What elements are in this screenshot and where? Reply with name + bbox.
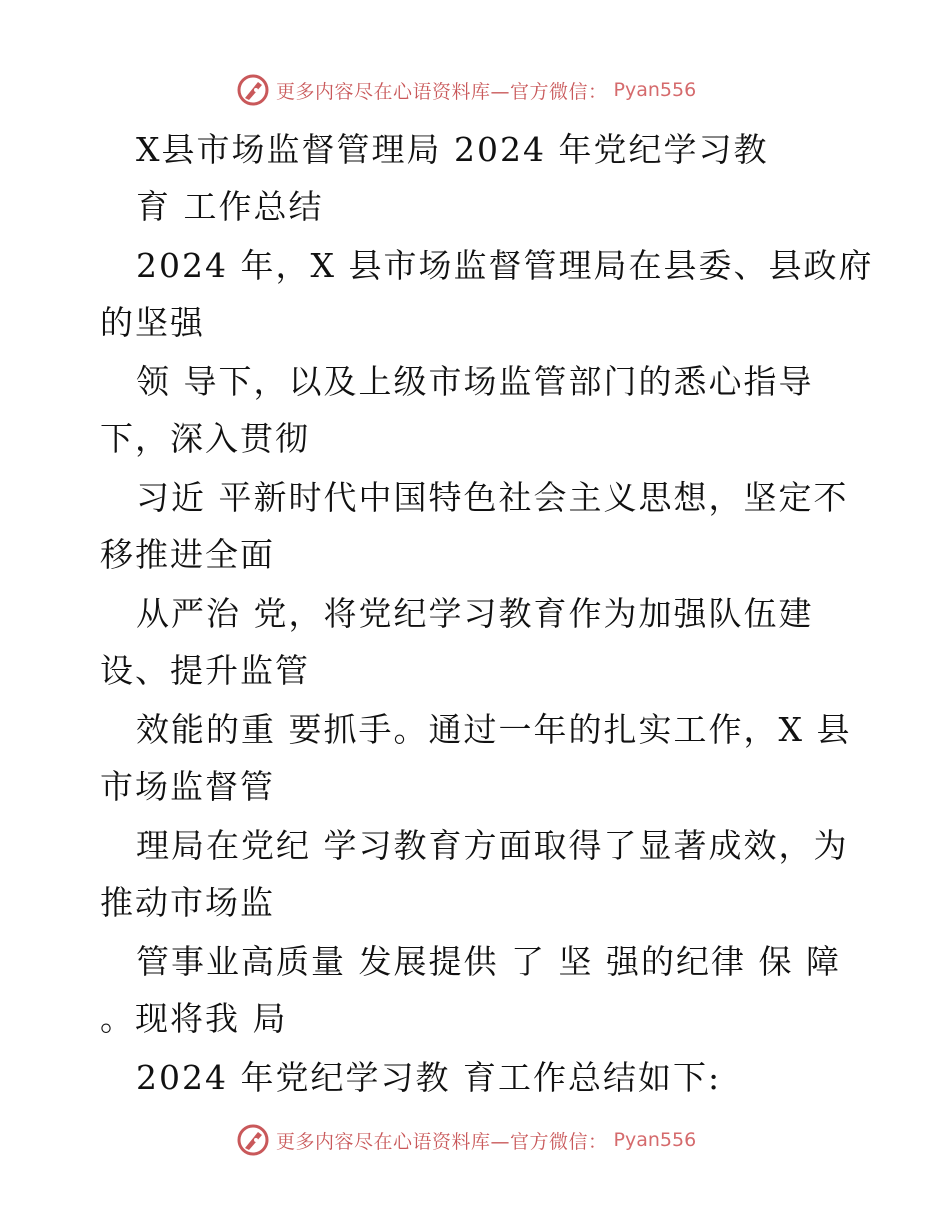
body-line: 市场监督管 bbox=[100, 767, 275, 806]
body-line: 效能的重 要抓手。通过一年的扎实工作，X 县 bbox=[136, 710, 852, 749]
title-line-1: X县市场监督管理局 2024 年党纪学习教 bbox=[136, 130, 769, 169]
pen-logo-icon bbox=[236, 1123, 270, 1157]
body-line: 管事业高质量 发展提供 了 坚 强的纪律 保 障 bbox=[136, 942, 841, 981]
body-line: 设、提升监管 bbox=[100, 651, 310, 690]
body-line: 理局在党纪 学习教育方面取得了显著成效，为 bbox=[136, 826, 849, 865]
body-line: 的坚强 bbox=[100, 303, 205, 342]
watermark-text: 更多内容尽在心语资料库—官方微信： bbox=[276, 80, 608, 103]
body-line: 从严治 党，将党纪学习教育作为加强队伍建 bbox=[136, 594, 814, 633]
watermark-footer bbox=[236, 1122, 696, 1158]
body-line: 领 导下，以及上级市场监管部门的悉心指导 bbox=[136, 362, 814, 401]
body-line: 移推进全面 bbox=[100, 535, 275, 574]
title-line-2: 育 工作总结 bbox=[136, 187, 324, 226]
watermark-contact: Pyan556 bbox=[613, 79, 697, 101]
body-line: 2024 年，X 县市场监督管理局在县委、县政府 bbox=[136, 246, 874, 285]
body-line: 下，深入贯彻 bbox=[100, 419, 310, 458]
body-line: 。现将我 局 bbox=[100, 999, 288, 1038]
body-line: 2024 年党纪学习教 育工作总结如下: bbox=[136, 1058, 722, 1097]
body-line: 推动市场监 bbox=[100, 883, 275, 922]
body-line: 习近 平新时代中国特色社会主义思想，坚定不 bbox=[136, 478, 849, 517]
watermark-contact: Pyan556 bbox=[613, 1129, 697, 1151]
watermark-text: 更多内容尽在心语资料库—官方微信： bbox=[276, 1130, 608, 1153]
